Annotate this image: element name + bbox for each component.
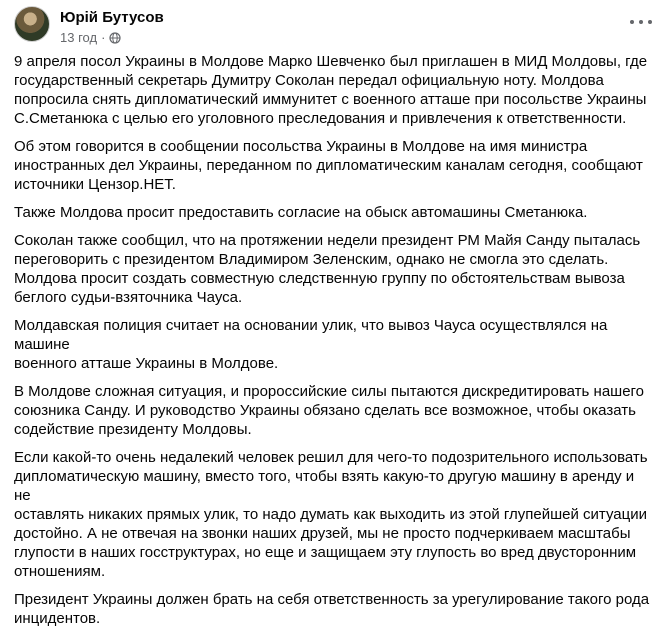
author-name[interactable]: Юрій Бутусов [60,9,164,26]
post-paragraph: Также Молдова просит предоставить согласие на обыск автомашины Сметанюка. [14,204,588,221]
post-header [14,6,164,46]
post-paragraph: Президент Украины должен брать на себя ответственность за урегулирование такого рода инцидентов. [14,591,650,627]
post-paragraph: Об этом говорится в сообщении посольства Украины в Молдове на имя министра иностранных дел Украины, переданном по дипломатическим каналам сегодня, сообщают источники Цензор.НЕТ. [14,138,643,193]
post-meta [60,6,164,46]
post-paragraph: Если какой-то очень недалекий человек решил для чего-то подозрительного использовать дипломатическую машину, вместо того, чтобы взять какую-то другую машину в аренду и не оставлять никаких прямых улик, то надо думать как выходить из этой глупейшей ситуации достойно. А не отвечая на звонки наших друзей, мы не просто подчеркиваем масштабы глупости в наших госструктурах, но еще и защищаем эту глупость во вред двусторонним отношениям. [14,449,648,580]
post-paragraph: В Молдове сложная ситуация, и пророссийские силы пытаются дискредитировать нашего союзника Санду. И руководство Украины обязано сделать все возможное, чтобы оказать содействие президенту Молдовы. [14,383,645,438]
separator-dot: · [101,30,106,45]
globe-icon[interactable] [109,32,121,44]
more-dot [648,20,652,24]
post-body [14,52,654,637]
post-paragraph: 9 апреля посол Украины в Молдове Марко Шевченко был приглашен в МИД Молдовы, где государственный секретарь Думитру Соколан передал официальную ноту. Молдова попросила снять дипломатический иммунитет с военного атташе при посольстве Украины С.Сметанюка с целью его уголовного преследования и привлечения к ответственности. [14,53,648,127]
more-dot [630,20,634,24]
more-options-icon[interactable] [630,14,652,30]
more-dot [639,20,643,24]
post-paragraph: Соколан также сообщил, что на протяжении недели президент РМ Майя Санду пыталась переговорить с президентом Владимиром Зеленским, однако не смогла это сделать. Молдова просит создать совместную следственную группу по обстоятельствам вывоза беглого судьи-взяточника Чауса. [14,232,641,306]
post-timestamp[interactable]: 13 год [60,30,98,45]
post-subline [60,30,164,46]
author-avatar[interactable] [14,6,50,42]
post-paragraph: Молдавская полиция считает на основании улик, что вывоз Чауса осуществлялся на машине военного атташе Украины в Молдове. [14,317,608,372]
